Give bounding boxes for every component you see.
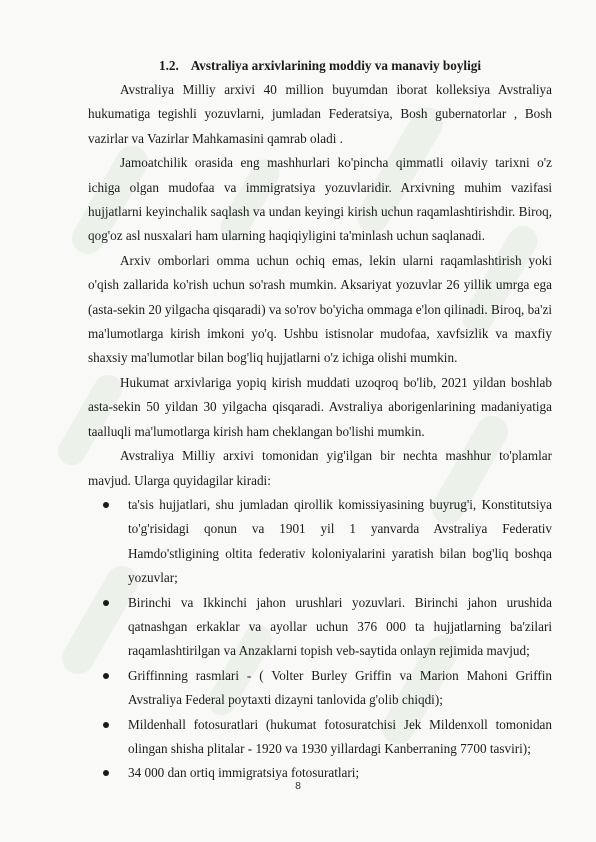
paragraph: Arxiv omborlari omma uchun ochiq emas, lekin ularni raqamlashtirish yoki o'qish zallarida ko'rish uchun so'rash mumkin. Aksariyat yozuvlar 26 yillik umrga ega (asta-sekin 20 yilgacha qisqaradi) va so'rov bo'yicha ommaga e'lon qilinadi. Biroq, ba'zi ma'lumotlarga kirish imkoni yo'q. Ushbu istisnolar mudofaa, xavfsizlik va maxfiy shaxsiy ma'lumotlar bilan bog'liq hujjatlarni o'z ichiga olishi mumkin. (88, 252, 552, 366)
paragraph: Avstraliya Milliy arxivi 40 million buyumdan iborat kolleksiya Avstraliya hukumatiga tegishli yozuvlarni, jumladan Federatsiya, Bosh gubernatorlar , Bosh vazirlar va Vazirlar Mahkamasini qamrab oladi . (88, 82, 552, 146)
bullet-icon (103, 770, 109, 776)
list-item (88, 493, 552, 591)
bullet-icon (103, 502, 109, 508)
page-number: 8 (295, 780, 301, 792)
bullet-icon (103, 600, 109, 606)
section-title: Avstraliya arxivlarining moddiy va manaviy boyligi (190, 58, 482, 73)
list-item-text: Griffinning rasmlari - ( Volter Burley Griffin va Marion Mahoni Griffin Avstraliya Federal poytaxti dizayni tanlovida g'olib chiqdi); (128, 667, 552, 708)
list-item (88, 664, 552, 713)
list-item (88, 591, 552, 664)
list-item (88, 713, 552, 762)
list-item-text: 34 000 dan ortiq immigratsiya fotosuratlari; (128, 765, 360, 781)
list-item-text: ta'sis hujjatlari, shu jumladan qirollik komissiyasining buyrug'i, Konstitutsiya to'g'risidagi qonun va 1901 yil 1 yanvarda Avstraliya Federativ Hamdo'stligining oltita federativ koloniyalarini yaratish bilan bog'liq boshqa yozuvlar; (128, 496, 552, 586)
bullet-icon (103, 722, 109, 728)
document-body (88, 56, 552, 786)
section-number: 1.2. (158, 58, 179, 73)
paragraph: Jamoatchilik orasida eng mashhurlari ko'pincha qimmatli oilaviy tarixni o'z ichiga olgan mudofaa va immigratsiya yozuvlaridir. Arxivning muhim vazifasi hujjatlarni keyinchalik saqlash va undan keyingi kirish uchun raqamlashtirishdir. Biroq, qog'oz asl nusxalari ham ularning haqiqiyligini ta'minlash uchun saqlanadi. (88, 155, 552, 244)
paragraph: Avstraliya Milliy arxivi tomonidan yig'ilgan bir nechta mashhur to'plamlar mavjud. Ularga quyidagilar kiradi: (88, 448, 552, 488)
section-heading (88, 56, 552, 76)
list-item-text: Birinchi va Ikkinchi jahon urushlari yozuvlari. Birinchi jahon urushida qatnashgan erkaklar va ayollar uchun 376 000 ta hujjatlarning ba'zilari raqamlashtirilgan va Anzaklarni topish veb-saytida onlayn rejimida mavjud; (128, 594, 552, 659)
bullet-icon (103, 673, 109, 679)
paragraph: Hukumat arxivlariga yopiq kirish muddati uzoqroq bo'lib, 2021 yildan boshlab asta-sekin 50 yildan 30 yilgacha qisqaradi. Avstraliya aborigenlarining madaniyatiga taalluqli ma'lumotlarga kirish ham cheklangan bo'lishi mumkin. (88, 374, 552, 439)
bullet-list (88, 493, 552, 786)
list-item-text: Mildenhall fotosuratlari (hukumat fotosuratchisi Jek Mildenxoll tomonidan olingan shisha plitalar - 1920 va 1930 yillardagi Kanberraning 7700 tasviri); (128, 716, 552, 756)
